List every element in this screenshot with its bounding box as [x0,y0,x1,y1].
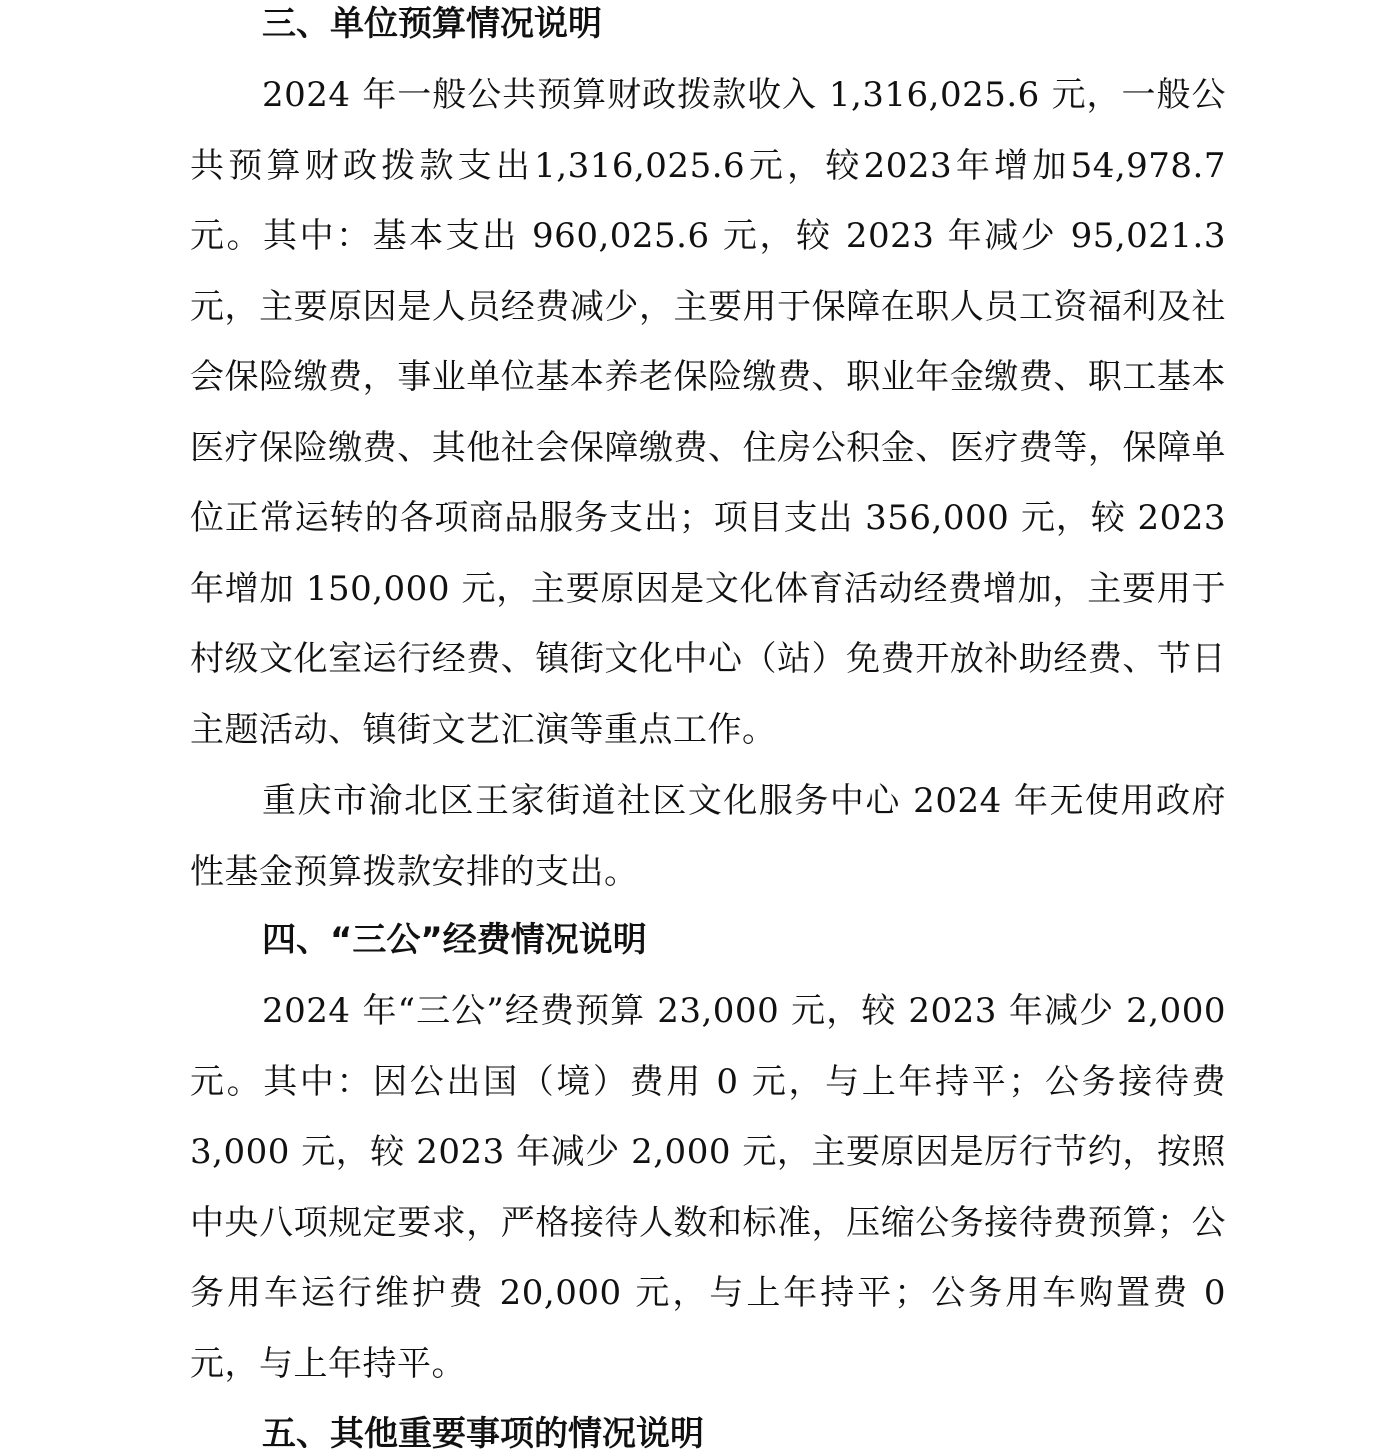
paragraph-government-fund: 重庆市渝北区王家街道社区文化服务中心 2024 年无使用政府性基金预算拨款安排的支出。 [190,781,1226,892]
paragraph-general-budget: 2024 年一般公共预算财政拨款收入 1,316,025.6 元，一般公共预算财政拨款支出1,316,025.6元，较2023年增加54,978.7元。其中：基本支出 960,025.6 元，较 2023 年减少 95,021.3 元，主要原因是人员经费减少，主要用于保障在职人员工资福利及社会保险缴费，事业单位基本养老保险缴费、职业年金缴费、职工基本医疗保险缴费、其他社会保障缴费、住房公积金、医疗费等，保障单位正常运转的各项商品服务支出；项目支出 356,000 元，较 2023 年增加 150,000 元，主要原因是文化体育活动经费增加，主要用于村级文化室运行经费、镇街文化中心（站）免费开放补助经费、节日主题活动、镇街文艺汇演等重点工作。 [190,75,1226,750]
section-heading-three-public-expenses: 四、“三公”经费情况说明 [262,920,647,960]
section-heading-other-matters: 五、其他重要事项的情况说明 [262,1414,704,1454]
paragraph-three-public-expenses: 2024 年“三公”经费预算 23,000 元，较 2023 年减少 2,000 元。其中：因公出国（境）费用 0 元，与上年持平；公务接待费 3,000 元，较 2023 年减少 2,000 元，主要原因是厉行节约，按照中央八项规定要求，严格接待人数和标准，压缩公务接待费预算；公务用车运行维护费 20,000 元，与上年持平；公务用车购置费 0 元，与上年持平。 [190,991,1226,1384]
section-heading-unit-budget: 三、单位预算情况说明 [262,4,602,44]
